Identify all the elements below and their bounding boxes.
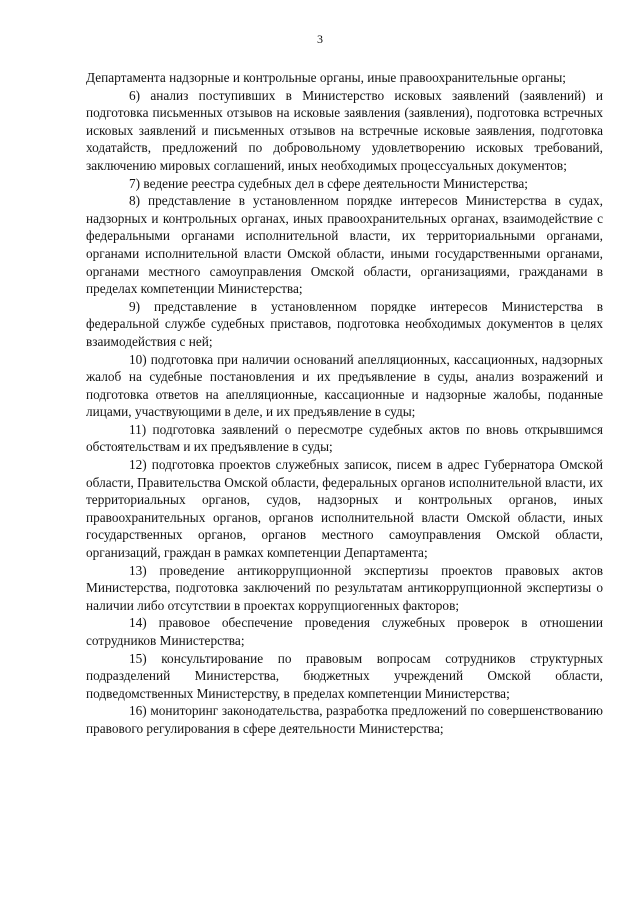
list-item-6: 6) анализ поступивших в Министерство исковых заявлений (заявлений) и подготовка письменных отзывов на исковые заявления (заявления), подготовка встречных исковых заявлений и письменных отзывов на встречные исковые заявления, подготовка ходатайств, предложений по добровольному удовлетворению исковых требований, заключению мировых соглашений, иных необходимых процессуальных документов;: [86, 87, 603, 173]
paragraph-continuation: Департамента надзорные и контрольные органы, иные правоохранительные органы;: [86, 70, 566, 85]
list-item-13: 13) проведение антикоррупционной экспертизы проектов правовых актов Министерства, подготовка заключений по результатам антикоррупционной экспертизы о наличии либо отсутствии в проектах коррупциогенных факторов;: [86, 562, 603, 613]
list-item-8: 8) представление в установленном порядке интересов Министерства в судах, надзорных и контрольных органах, иных правоохранительных органах, взаимодействие с федеральными органами исполнительной власти, их территориальными органами, органами исполнительной власти Омской области, иными государственными органами, органами местного самоуправления Омской области, организациями, гражданами в пределах компетенции Министерства;: [86, 193, 603, 297]
list-item-16: 16) мониторинг законодательства, разработка предложений по совершенствованию правового регулирования в сфере деятельности Министерства;: [86, 703, 603, 736]
page-number: 3: [317, 32, 323, 46]
list-item-7: 7) ведение реестра судебных дел в сфере деятельности Министерства;: [129, 175, 528, 191]
list-item-11: 11) подготовка заявлений о пересмотре судебных актов по вновь открывшимся обстоятельствам и их предъявление в суды;: [86, 421, 603, 455]
list-item-15: 15) консультирование по правовым вопросам сотрудников структурных подразделений Министерства, бюджетных учреждений Омской области, подведомственных Министерству, в пределах компетенции Министерства;: [86, 650, 603, 701]
list-item-12: 12) подготовка проектов служебных записок, писем в адрес Губернатора Омской области, Правительства Омской области, федеральных органов исполнительной власти, их территориальных органов, судов, надзорных и контрольных органов, иных правоохранительных органов, органов исполнительной власти Омской области, иных государственных органов, органов местного самоуправления Омской области, организаций, граждан в рамках компетенции Департамента;: [86, 457, 603, 561]
list-item-10: 10) подготовка при наличии оснований апелляционных, кассационных, надзорных жалоб на судебные постановления и их предъявление в суды, анализ возражений и подготовка ответов на апелляционные, кассационные и надзорные жалобы, поданные лицами, участвующими в деле, и их предъявление в суды;: [86, 351, 603, 420]
list-item-14: 14) правовое обеспечение проведения служебных проверок в отношении сотрудников Министерства;: [86, 615, 603, 648]
list-item-9: 9) представление в установленном порядке интересов Министерства в федеральной службе судебных приставов, подготовка необходимых документов в целях взаимодействия с ней;: [86, 298, 603, 349]
document-body: [86, 69, 603, 738]
